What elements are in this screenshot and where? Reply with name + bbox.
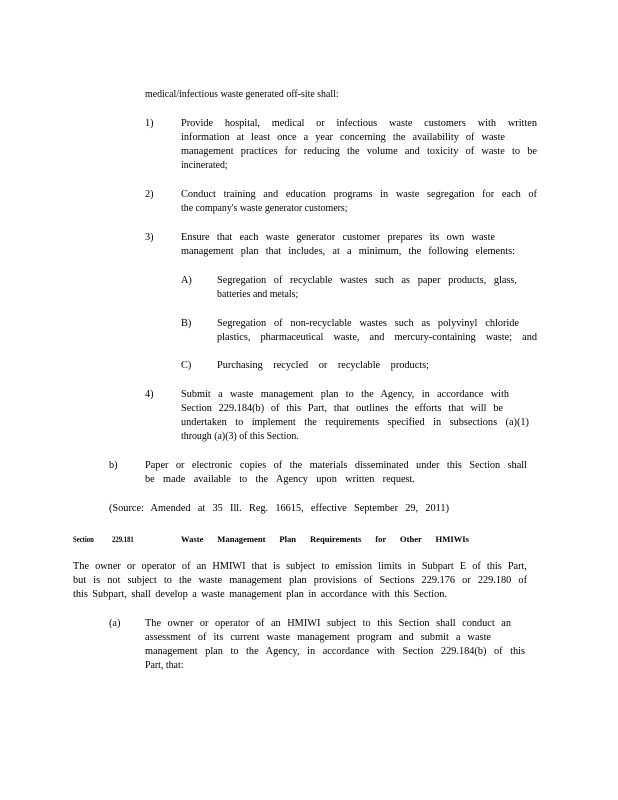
item-3-label: 3) bbox=[145, 232, 154, 243]
subitem-b-label: B) bbox=[181, 318, 192, 329]
section-number: 229.181 bbox=[112, 534, 134, 544]
item-2-line: Conduct training and education programs in waste segregation for each of bbox=[181, 189, 537, 200]
item-1-label: 1) bbox=[145, 118, 154, 129]
item-4-line: Section 229.184(b) of this Part, that outlines the efforts that will be bbox=[181, 403, 503, 414]
item-a-line: Part, that: bbox=[145, 660, 184, 671]
item-3-line: Ensure that each waste generator customer prepares its own waste bbox=[181, 232, 495, 243]
item-4-label: 4) bbox=[145, 389, 154, 400]
subitem-c-line: Purchasing recycled or recyclable products; bbox=[217, 360, 429, 371]
item-b-line: Paper or electronic copies of the materials disseminated under this Section shall bbox=[145, 460, 527, 471]
item-4-line: through (a)(3) of this Section. bbox=[181, 431, 299, 442]
subitem-a-label: A) bbox=[181, 275, 192, 286]
item-2-line: the company's waste generator customers; bbox=[181, 203, 348, 214]
subitem-b-line: plastics, pharmaceutical waste, and mercury-containing waste; and bbox=[217, 332, 537, 343]
item-b-line: be made available to the Agency upon written request. bbox=[145, 474, 415, 485]
item-4-line: Submit a waste management plan to the Agency, in accordance with bbox=[181, 389, 509, 400]
item-a-line: management plan to the Agency, in accordance with Section 229.184(b) of this bbox=[145, 646, 525, 657]
item-1-line: Provide hospital, medical or infectious waste customers with written bbox=[181, 118, 537, 129]
body-line: but is not subject to the waste management plan provisions of Sections 229.176 or 229.180 of bbox=[73, 575, 527, 586]
item-1-line: management practices for reducing the volume and toxicity of waste to be bbox=[181, 146, 537, 157]
subitem-a-line: batteries and metals; bbox=[217, 289, 299, 300]
section-label: Section bbox=[73, 534, 94, 544]
item-a-line: assessment of its current waste management program and submit a waste bbox=[145, 632, 491, 643]
item-2-label: 2) bbox=[145, 189, 154, 200]
subitem-b-line: Segregation of non-recyclable wastes such as polyvinyl chloride bbox=[217, 318, 519, 329]
item-4-line: undertaken to implement the requirements specified in subsections (a)(1) bbox=[181, 417, 529, 428]
item-a-label: (a) bbox=[109, 618, 121, 629]
item-1-line: incinerated; bbox=[181, 160, 228, 171]
subitem-c-label: C) bbox=[181, 360, 192, 371]
subitem-a-line: Segregation of recyclable wastes such as paper products, glass, bbox=[217, 275, 517, 286]
section-title: Waste Management Plan Requirements for Other HMIWIs bbox=[181, 534, 469, 544]
item-a-line: The owner or operator of an HMIWI subject to this Section shall conduct an bbox=[145, 618, 511, 629]
body-line: The owner or operator of an HMIWI that is subject to emission limits in Subpart E of this Part, bbox=[73, 561, 527, 572]
intro-text: medical/infectious waste generated off-site shall: bbox=[145, 89, 339, 100]
item-3-line: management plan that includes, at a minimum, the following elements: bbox=[181, 246, 515, 257]
body-line: this Subpart, shall develop a waste management plan in accordance with this Section. bbox=[73, 589, 447, 600]
item-b-label: b) bbox=[109, 460, 118, 471]
item-1-line: information at least once a year concerning the availability of waste bbox=[181, 132, 505, 143]
source-note: (Source: Amended at 35 Ill. Reg. 16615, effective September 29, 2011) bbox=[109, 503, 449, 514]
